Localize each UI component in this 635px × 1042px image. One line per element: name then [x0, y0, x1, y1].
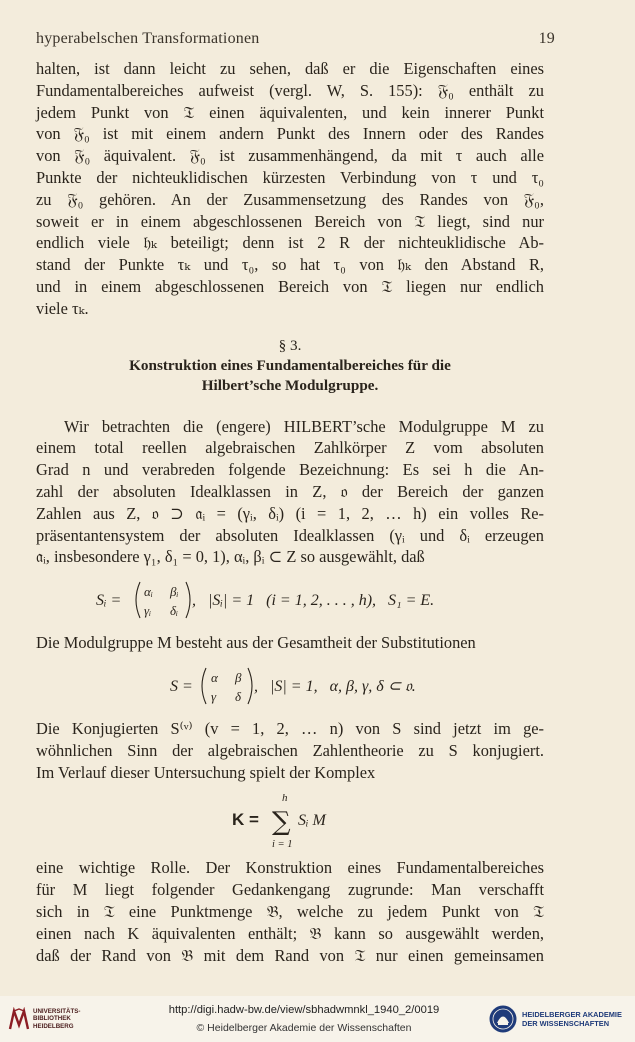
- text-line: Fundamentalbereiches aufweist (vergl. W, S. 155): 𝔉₀ enthält zu: [36, 80, 544, 100]
- left-paren: [136, 582, 140, 618]
- running-head: [36, 30, 555, 54]
- source-url-link[interactable]: http://digi.hadw-bw.de/view/sbhadwmnkl_1940_2/0019: [168, 1004, 440, 1016]
- text-line: viele τₖ.: [36, 298, 89, 318]
- formula-k-svg: [36, 787, 544, 851]
- sum-upper-limit: h: [282, 792, 288, 805]
- text-line: daß der Rand von 𝔅 mit dem Rand von 𝔗 nur einen gemeinsamen: [36, 945, 544, 965]
- text-line: zu 𝔉₀ gehören. An der Zusammensetzung des Randes von 𝔉₀,: [36, 189, 544, 209]
- paragraph-2: [36, 416, 544, 569]
- left-paren: [202, 668, 206, 704]
- text-line: Die Modulgruppe M besteht aus der Gesamtheit der Substitutionen: [36, 633, 476, 653]
- paragraph-4: [36, 718, 544, 783]
- text-line: endlich viele 𝔥ₖ beteiligt; denn ist 2 R der nichteuklidische Ab-: [36, 233, 544, 253]
- text-line: und in einem abgeschlossenen Bereich von 𝔗 liegen nur endlich: [36, 276, 544, 296]
- text-line: Im Verlauf dieser Untersuchung spielt der Komplex: [36, 762, 376, 782]
- text-line: soweit er in einem abgeschlossenen Bereich von 𝔗 liegt, sind nur: [36, 211, 544, 231]
- paragraph-5: [36, 857, 544, 966]
- formula-si-matrix: [36, 576, 544, 624]
- formula-k-sum: [36, 787, 544, 851]
- text-line: Grad n und verabreden folgende Bezeichnung: Es sei h die An-: [36, 460, 544, 480]
- text-line: Punkte der nichteuklidischen kürzesten Verbindung von τ und τ₀: [36, 167, 544, 187]
- matrix-entry-11: αᵢ: [144, 584, 153, 600]
- matrix-entry-12: β: [235, 669, 242, 685]
- text-line: präsentantensystem der absoluten Idealklassen (γᵢ und δᵢ erzeugen: [36, 525, 544, 545]
- text-line: [36, 416, 544, 438]
- paragraph-3: [36, 632, 544, 654]
- text-line-content: Wir betrachten die (engere) HILBERT’sche Modulgruppe M zu: [64, 416, 544, 436]
- formula-lhs: K =: [232, 810, 259, 830]
- formula-rest: , |S| = 1, α, β, γ, δ ⊂ 𝔬.: [254, 677, 416, 695]
- text-line: eine wichtige Rolle. Der Konstruktion eines Fundamentalbereiches: [36, 858, 544, 878]
- matrix-entry-22: δᵢ: [170, 603, 179, 619]
- formula-lhs: Sᵢ =: [96, 592, 122, 610]
- university-library-logo[interactable]: [8, 1006, 92, 1032]
- text-line: 𝔞ᵢ, insbesondere γ₁, δ₁ = 0, 1), αᵢ, βᵢ ⊂ Z so ausgewählt, daß: [36, 547, 425, 567]
- digitization-footer: [0, 996, 635, 1042]
- formula-s-svg: [36, 662, 544, 710]
- text-line: Die Konjugierten S⁽ᵛ⁾ (v = 1, 2, … n) von S sind jetzt im ge-: [36, 718, 544, 738]
- matrix-entry-21: γ: [211, 688, 217, 704]
- text-line: einen nach K äquivalenten enthält; 𝔅 kann so ausgewählt werden,: [36, 923, 544, 943]
- running-title: hyperabelschen Transformationen: [36, 30, 260, 47]
- text-line: Zahlen aus Z, 𝔬 ⊃ 𝔞ᵢ = (γᵢ, δᵢ) (i = 1, 2, … h) ein volles Re-: [36, 503, 544, 523]
- matrix-entry-12: βᵢ: [170, 584, 179, 600]
- sum-lower-limit: i = 1: [272, 839, 293, 851]
- academy-seal-icon: [488, 1004, 518, 1034]
- sum-body: Sᵢ M: [298, 812, 326, 830]
- matrix-entry-22: δ: [235, 688, 242, 704]
- text-line: für M liegt folgender Gedankengang zugrunde: Man verschafft: [36, 880, 544, 900]
- right-paren: [186, 582, 190, 618]
- academy-logo[interactable]: [488, 1002, 628, 1036]
- paragraph-1: [36, 58, 544, 320]
- formula-lhs: S =: [170, 677, 193, 695]
- library-emblem-icon: [8, 1007, 30, 1031]
- section-title-line-1: [36, 336, 544, 376]
- text-line: einem total reellen algebraischen Zahlkörper Z vom absoluten: [36, 438, 544, 458]
- section-title-1: Konstruktion eines Fundamentalbereiches für die: [129, 356, 451, 374]
- formula-s-matrix: [36, 662, 544, 710]
- text-line: wöhnlichen Sinn der algebraischen Zahlentheorie zu S konjugiert.: [36, 740, 544, 760]
- text-line: halten, ist dann leicht zu sehen, daß er die Eigenschaften eines: [36, 59, 544, 78]
- section-number: § 3.: [278, 336, 302, 354]
- page-number: 19: [538, 30, 555, 47]
- matrix-entry-11: α: [211, 669, 218, 685]
- section-heading: [36, 336, 544, 396]
- academy-logo-text: HEIDELBERGER AKADEMIE DER WISSENSCHAFTEN: [522, 1010, 622, 1028]
- body-text: [36, 58, 544, 966]
- library-logo-text: UNIVERSITÄTS- BIBLIOTHEK HEIDELBERG: [33, 1008, 81, 1030]
- text-line: stand der Punkte τₖ und τ₀, so hat τ₀ von 𝔥ₖ den Abstand R,: [36, 255, 544, 275]
- text-line: von 𝔉₀ äquivalent. 𝔉₀ ist zusammenhängend, da mit τ auch alle: [36, 146, 544, 166]
- sigma-symbol: ∑: [272, 807, 291, 838]
- text-line: zahl der absoluten Idealklassen in Z, 𝔬 der Bereich der ganzen: [36, 481, 544, 501]
- formula-si-svg: [36, 576, 544, 624]
- formula-rest: , |Sᵢ| = 1 (i = 1, 2, . . . , h), S₁ = E.: [192, 592, 435, 610]
- right-paren: [248, 668, 252, 704]
- matrix-entry-21: γᵢ: [144, 603, 152, 619]
- text-line: sich in 𝔗 eine Punktmenge 𝔅, welche zu jedem Punkt von 𝔗: [36, 901, 544, 921]
- text-line: von 𝔉₀ ist mit einem andern Punkt des Innern oder des Randes: [36, 124, 544, 144]
- text-line: jedem Punkt von 𝔗 einen äquivalenten, und kein innerer Punkt: [36, 102, 544, 122]
- copyright-notice: © Heidelberger Akademie der Wissenschaften: [196, 1022, 412, 1034]
- section-title-line-2: Hilbert’sche Modulgruppe.: [201, 376, 379, 394]
